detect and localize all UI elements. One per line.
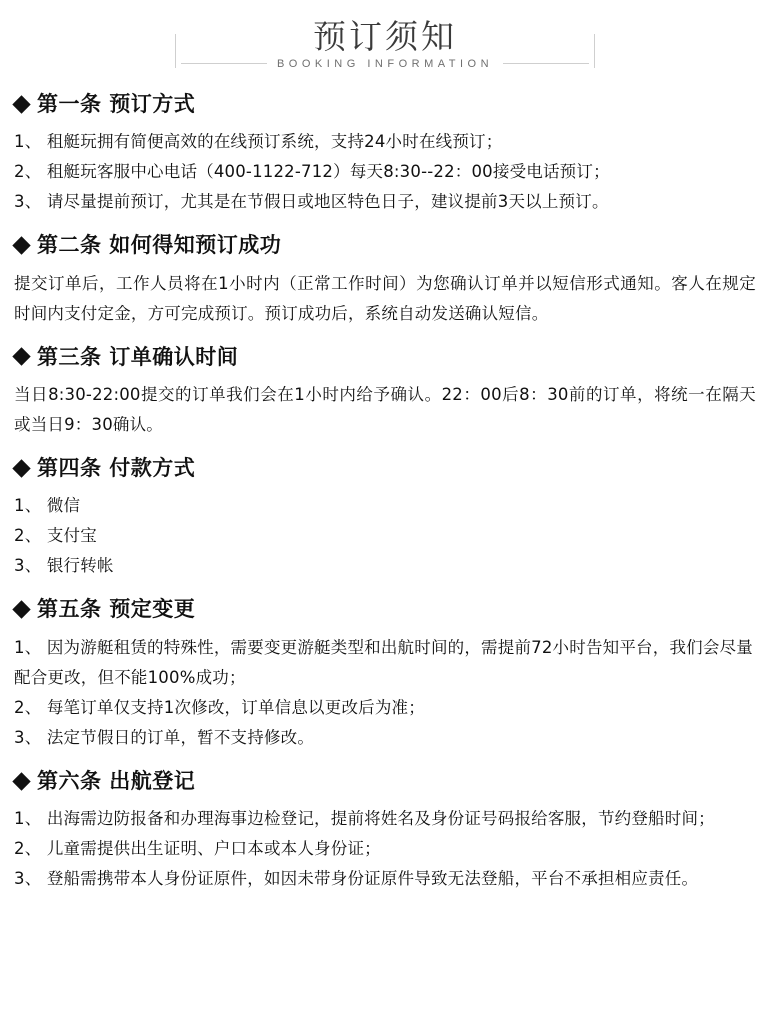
- header-rule-left: [181, 63, 267, 64]
- section-list: [14, 804, 756, 894]
- list-item: 1、 因为游艇租赁的特殊性，需要变更游艇类型和出航时间的，需提前72小时告知平台，我们会尽量配合更改，但不能100%成功；: [14, 637, 753, 687]
- list-item: 2、 儿童需提供出生证明、户口本或本人身份证；: [14, 839, 381, 859]
- section-heading-text: 第四条 付款方式: [37, 456, 196, 481]
- list-item: 3、 登船需携带本人身份证原件，如因未带身份证原件导致无法登船，平台不承担相应责任。: [14, 869, 699, 889]
- list-item: 2、 支付宝: [14, 526, 97, 546]
- section-heading-text: 第三条 订单确认时间: [37, 344, 239, 369]
- section-list: [14, 491, 756, 581]
- section-paragraph: 当日8:30-22:00提交的订单我们会在1小时内给予确认。22：00后8：30前的订单，将统一在隔天或当日9：30确认。: [14, 385, 756, 435]
- diamond-icon: [12, 95, 30, 113]
- list-item: 2、 每笔订单仅支持1次修改，订单信息以更改后为准；: [14, 697, 425, 717]
- section-heading: [14, 90, 756, 118]
- section-departure-registration: [14, 767, 756, 894]
- document-header: [14, 0, 756, 76]
- list-item: 3、 请尽量提前预订，尤其是在节假日或地区特色日子，建议提前3天以上预订。: [14, 192, 609, 212]
- section-heading-text: 第五条 预定变更: [37, 597, 196, 622]
- section-heading: [14, 231, 756, 259]
- section-heading-text: 第一条 预订方式: [37, 91, 196, 116]
- section-confirmation-time: [14, 343, 756, 440]
- list-item: 1、 出海需边防报备和办理海事边检登记，提前将姓名及身份证号码报给客服，节约登船时间；: [14, 809, 715, 829]
- section-heading-text: 第二条 如何得知预订成功: [37, 233, 282, 258]
- section-heading: [14, 454, 756, 482]
- section-heading: [14, 595, 756, 623]
- diamond-icon: [12, 600, 30, 618]
- diamond-icon: [12, 772, 30, 790]
- section-list: [14, 633, 756, 753]
- list-item: 1、 租艇玩拥有简便高效的在线预订系统，支持24小时在线预订；: [14, 132, 503, 152]
- section-paragraph: 提交订单后，工作人员将在1小时内（正常工作时间）为您确认订单并以短信形式通知。客人在规定时间内支付定金，方可完成预订。预订成功后，系统自动发送确认短信。: [14, 273, 756, 323]
- list-item: 2、 租艇玩客服中心电话（400-1122-712）每天8:30--22：00接受电话预订；: [14, 162, 610, 182]
- section-heading: [14, 343, 756, 371]
- list-item: 1、 微信: [14, 496, 81, 516]
- header-subtitle-row: [181, 58, 589, 70]
- page-title: 预订须知: [312, 17, 457, 56]
- section-heading: [14, 767, 756, 795]
- diamond-icon: [12, 236, 30, 254]
- list-item: 3、 银行转帐: [14, 556, 114, 576]
- section-confirmation-notice: [14, 231, 756, 328]
- section-booking-method: [14, 90, 756, 217]
- page-subtitle: BOOKING INFORMATION: [276, 57, 494, 70]
- list-item: 3、 法定节假日的订单，暂不支持修改。: [14, 727, 315, 747]
- header-rule-right: [503, 63, 589, 64]
- section-list: [14, 127, 756, 217]
- section-payment-methods: [14, 454, 756, 581]
- diamond-icon: [12, 348, 30, 366]
- header-decorative-frame: [175, 18, 595, 70]
- diamond-icon: [12, 459, 30, 477]
- section-heading-text: 第六条 出航登记: [37, 768, 196, 793]
- section-booking-changes: [14, 595, 756, 752]
